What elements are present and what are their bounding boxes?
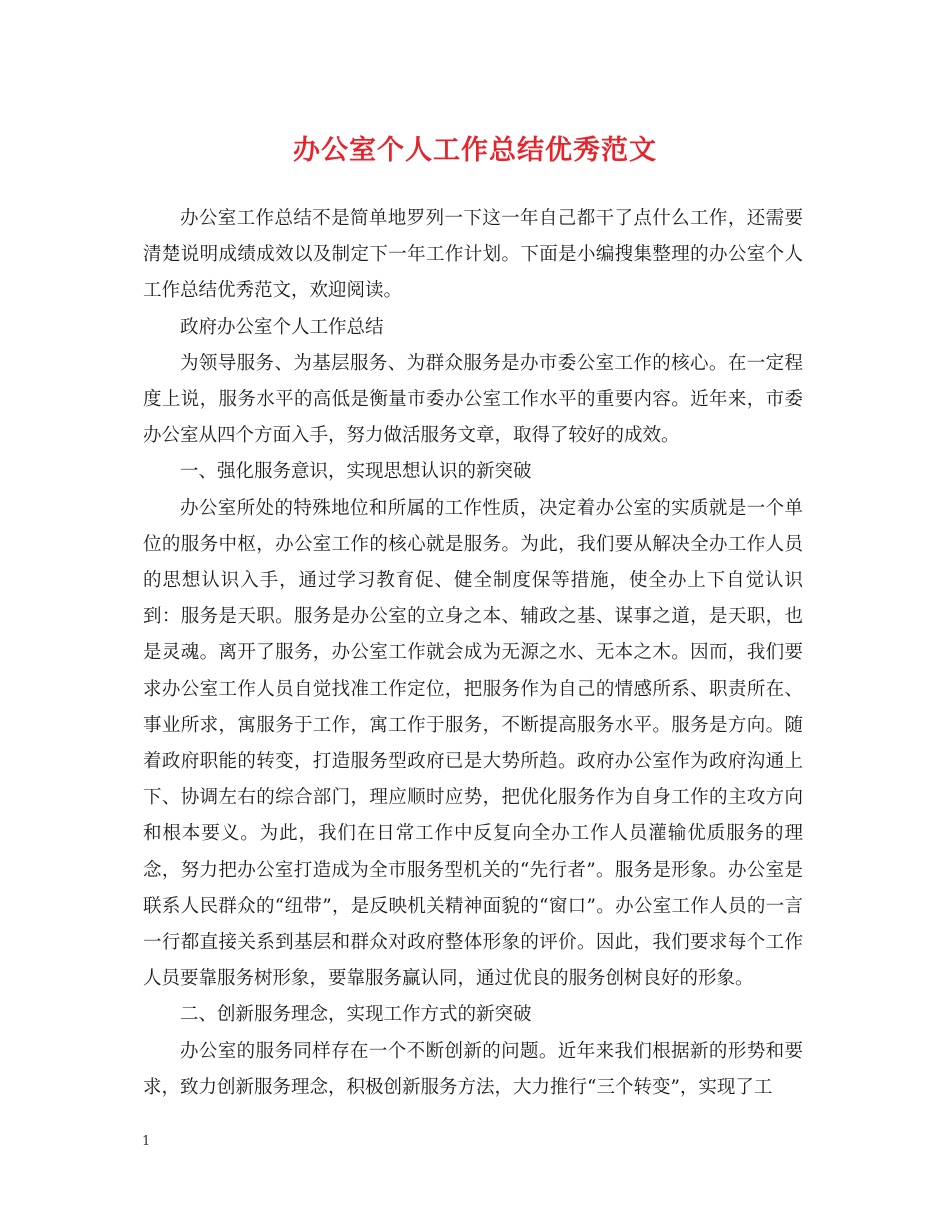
body-paragraph: 为领导服务、为基层服务、为群众服务是办市委公室工作的核心。在一定程度上说，服务水平的高低是衡量市委办公室工作水平的重要内容。近年来，市委办公室从四个方面入手，努力做活服务文章，取得了较好的成效。	[143, 352, 803, 447]
page-number: 1	[142, 1134, 151, 1149]
section-heading: 一、强化服务意识，实现思想认识的新突破	[180, 461, 532, 483]
document-body	[143, 201, 803, 1106]
section-heading: 政府办公室个人工作总结	[180, 316, 384, 338]
intro-paragraph: 办公室工作总结不是简单地罗列一下这一年自己都干了点什么工作，还需要清楚说明成绩成效以及制定下一年工作计划。下面是小编搜集整理的办公室个人工作总结优秀范文，欢迎阅读。	[143, 208, 803, 302]
body-paragraph: 办公室的服务同样存在一个不断创新的问题。近年来我们根据新的形势和要求，致力创新服务理念，积极创新服务方法，大力推行“三个转变”，实现了工	[143, 1040, 803, 1098]
section-heading: 二、创新服务理念，实现工作方式的新突破	[180, 1004, 532, 1026]
body-paragraph: 办公室所处的特殊地位和所属的工作性质，决定着办公室的实质就是一个单位的服务中枢，办公室工作的核心就是服务。为此，我们要从解决全办工作人员的思想认识入手，通过学习教育促、健全制度保等措施，使全办上下自觉认识到：服务是天职。服务是办公室的立身之本、辅政之基、谋事之道，是天职，也是灵魂。离开了服务，办公室工作就会成为无源之水、无本之木。因而，我们要求办公室工作人员自觉找准工作定位，把服务作为自己的情感所系、职责所在、事业所求，寓服务于工作，寓工作于服务，不断提高服务水平。服务是方向。随着政府职能的转变，打造服务型政府已是大势所趋。政府办公室作为政府沟通上下、协调左右的综合部门，理应顺时应势，把优化服务作为自身工作的主攻方向和根本要义。为此，我们在日常工作中反复向全办工作人员灌输优质服务的理念，努力把办公室打造成为全市服务型机关的“先行者”。服务是形象。办公室是联系人民群众的“纽带”，是反映机关精神面貌的“窗口”。办公室工作人员的一言一行都直接关系到基层和群众对政府整体形象的评价。因此，我们要求每个工作人员要靠服务树形象，要靠服务赢认同，通过优良的服务创树良好的形象。	[143, 497, 803, 990]
document-title: 办公室个人工作总结优秀范文	[293, 135, 657, 166]
